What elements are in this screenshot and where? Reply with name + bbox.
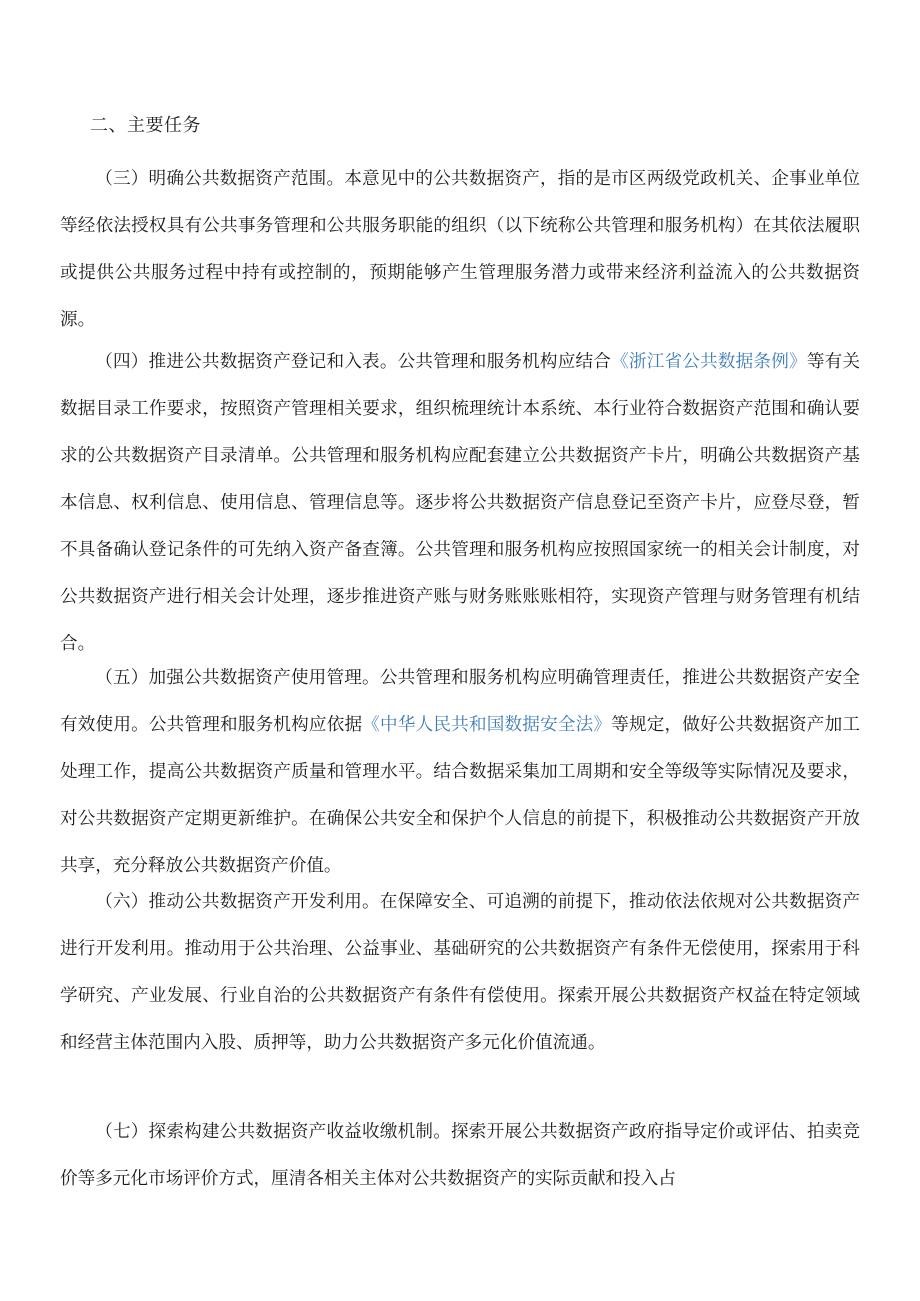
law-link-data-security-law[interactable]: 《中华人民共和国数据安全法》	[362, 715, 612, 735]
paragraph-7: （七）探索构建公共数据资产收益收缴机制。探索开展公共数据资产政府指导定价或评估、拍卖竞价等多元化市场评价方式，厘清各相关主体对公共数据资产的实际贡献和投入占	[60, 1122, 860, 1189]
paragraph-4	[60, 339, 860, 668]
paragraph-4-text-before: （四）推进公共数据资产登记和入表。公共管理和服务机构应结合	[95, 352, 612, 372]
paragraph-3: （三）明确公共数据资产范围。本意见中的公共数据资产，指的是市区两级党政机关、企事业单位等经依法授权具有公共事务管理和公共服务职能的组织（以下统称公共管理和服务机构）在其依法履职或提供公共服务过程中持有或控制的，预期能够产生管理服务潜力或带来经济利益流入的公共数据资源。	[60, 169, 860, 330]
paragraph-6: （六）推动公共数据资产开发利用。在保障安全、可追溯的前提下，推动依法依规对公共数据资产进行开发利用。推动用于公共治理、公益事业、基础研究的公共数据资产有条件无偿使用，探索用于科学研究、产业发展、行业自治的公共数据资产有条件有偿使用。探索开展公共数据资产权益在特定领域和经营主体范围内入股、质押等，助力公共数据资产多元化价值流通。	[60, 892, 860, 1053]
paragraph-5-text-before: （五）加强公共数据资产使用管理。公共管理和服务机构应明确管理责任，推进公共数据资产安全有效使用。公共管理和服务机构应依据	[60, 668, 860, 735]
paragraph-5-text-after: 等规定，做好公共数据资产加工处理工作，提高公共数据资产质量和管理水平。结合数据采集加工周期和安全等级等实际情况及要求，对公共数据资产定期更新维护。在确保公共安全和保护个人信息的前提下，积极推动公共数据资产开放共享，充分释放公共数据资产价值。	[60, 715, 860, 876]
law-link-zhejiang-public-data-regulation[interactable]: 《浙江省公共数据条例》	[611, 352, 807, 372]
paragraph-4-text-after: 等有关数据目录工作要求，按照资产管理相关要求，组织梳理统计本系统、本行业符合数据资产范围和确认要求的公共数据资产目录清单。公共管理和服务机构应配套建立公共数据资产卡片，明确公共数据资产基本信息、权利信息、使用信息、管理信息等。逐步将公共数据资产信息登记至资产卡片，应登尽登，暂不具备确认登记条件的可先纳入资产备查簿。公共管理和服务机构应按照国家统一的相关会计制度，对公共数据资产进行相关会计处理，逐步推进资产账与财务账账账相符，实现资产管理与财务管理有机结合。	[60, 352, 860, 654]
paragraph-5	[60, 655, 860, 890]
section-heading: 二、主要任务	[90, 115, 201, 136]
